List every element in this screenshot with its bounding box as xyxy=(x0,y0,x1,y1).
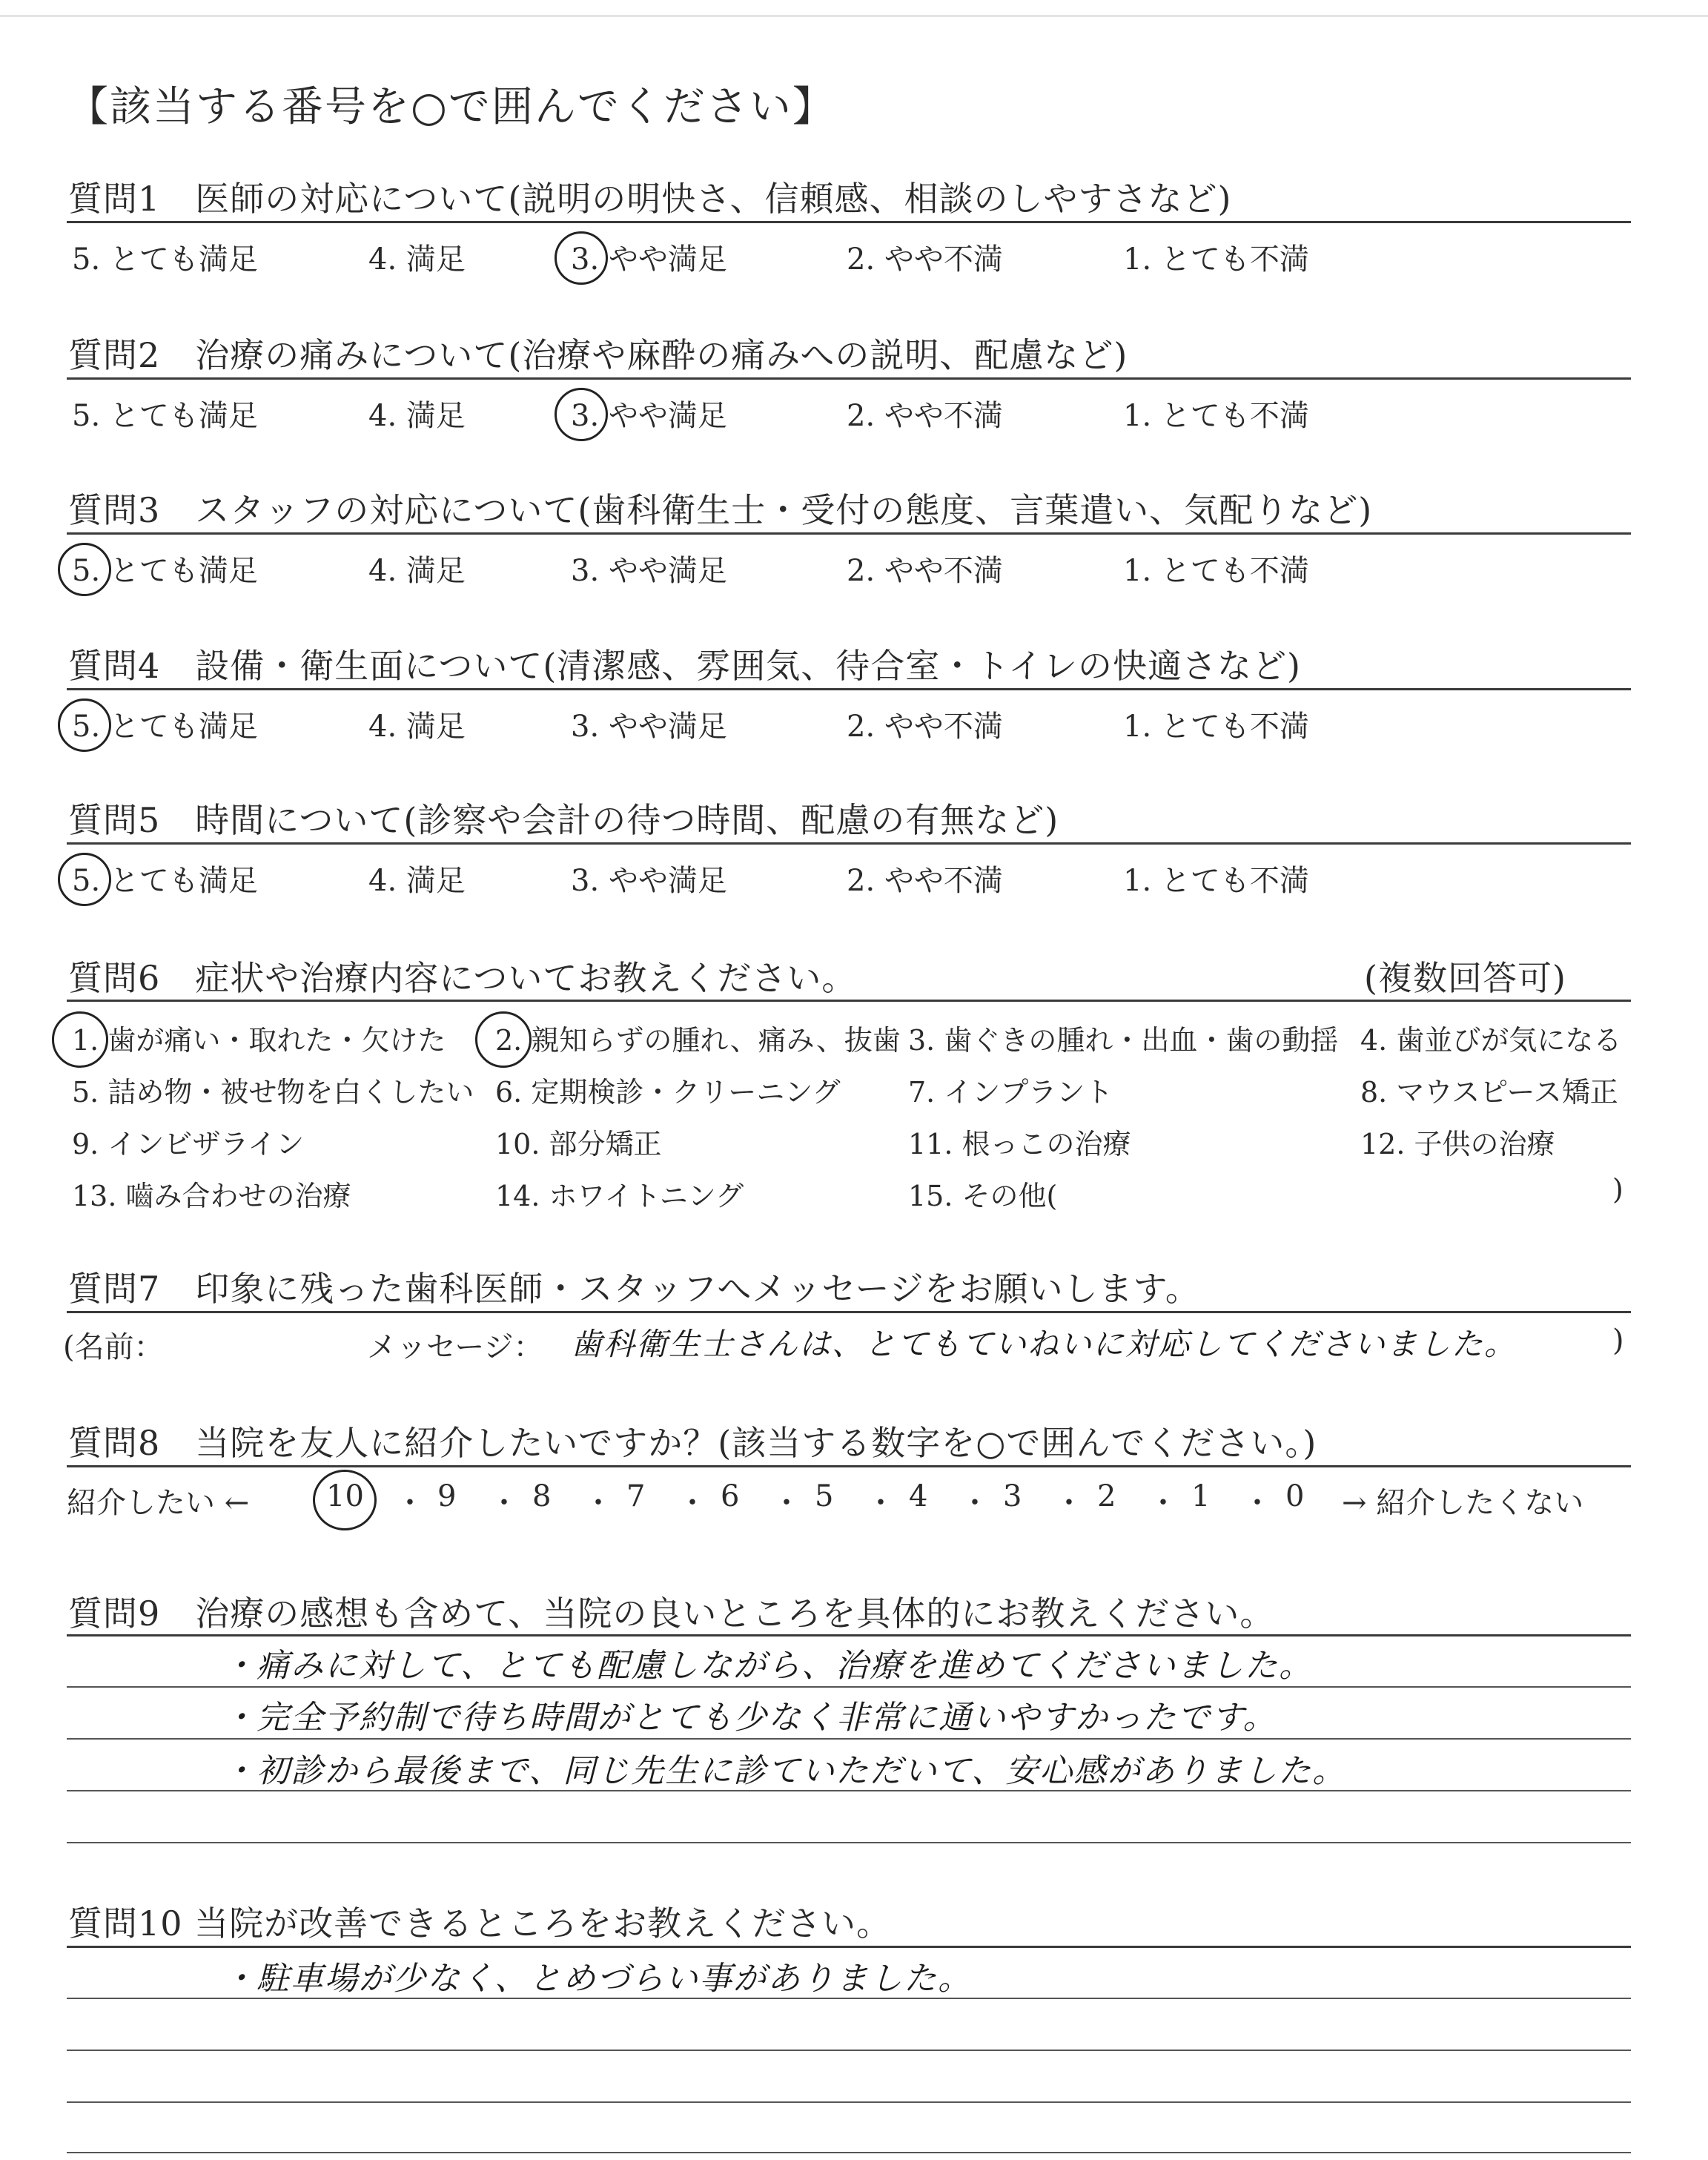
q3-option-5[interactable]: 5. とても満足 xyxy=(72,554,258,588)
q9-writing-line xyxy=(67,1790,1631,1791)
question-7-rule xyxy=(67,1311,1631,1313)
q5-option-3[interactable]: 3. やや満足 xyxy=(571,864,727,898)
question-6-title: 質問6 症状や治療内容についてお教えください。 xyxy=(68,958,857,998)
q6-selected-circle-2 xyxy=(475,1011,532,1068)
q3-option-3[interactable]: 3. やや満足 xyxy=(571,554,727,588)
question-5-title: 質問5 時間について(診察や会計の待つ時間、配慮の有無など) xyxy=(68,800,1059,840)
q6-option-14[interactable]: 14. ホワイトニング xyxy=(495,1180,744,1212)
q8-dot: ・ xyxy=(489,1486,519,1520)
q1-option-5[interactable]: 5. とても満足 xyxy=(72,242,258,277)
question-4-title: 質問4 設備・衛生面について(清潔感、雰囲気、待合室・トイレの快適さなど) xyxy=(68,646,1301,686)
q3-option-2[interactable]: 2. やや不満 xyxy=(847,554,1003,588)
q5-option-1[interactable]: 1. とても不満 xyxy=(1123,864,1309,898)
q6-option-9[interactable]: 9. インビザライン xyxy=(72,1128,305,1160)
q6-option-8[interactable]: 8. マウスピース矯正 xyxy=(1360,1076,1618,1109)
q6-option-15-close: ) xyxy=(1612,1173,1623,1206)
question-10-title: 質問10 当院が改善できるところをお教えください。 xyxy=(68,1903,892,1943)
question-2-title: 質問2 治療の痛みについて(治療や麻酔の痛みへの説明、配慮など) xyxy=(68,335,1128,375)
q6-option-3[interactable]: 3. 歯ぐきの腫れ・出血・歯の動揺 xyxy=(908,1024,1339,1057)
q7-name-label: (名前： xyxy=(63,1330,164,1364)
question-7-title: 質問7 印象に残った歯科医師・スタッフへメッセージをお願いします。 xyxy=(68,1269,1200,1309)
scan-top-edge xyxy=(0,15,1708,17)
q2-option-1[interactable]: 1. とても不満 xyxy=(1123,399,1309,433)
question-4-rule xyxy=(67,688,1631,690)
q10-answer-line-1: ・駐車場が少なく、とめづらい事がありました。 xyxy=(222,1960,973,1998)
q8-right-label: → 紹介したくない xyxy=(1342,1486,1584,1520)
q6-option-4[interactable]: 4. 歯並びが気になる xyxy=(1360,1024,1622,1057)
q8-dot: ・ xyxy=(772,1486,801,1520)
q9-answer-line-2: ・完全予約制で待ち時間がとても少なく非常に通いやすかったです。 xyxy=(222,1699,1277,1737)
q8-dot: ・ xyxy=(678,1486,707,1520)
q6-option-13[interactable]: 13. 嚙み合わせの治療 xyxy=(72,1180,351,1212)
q8-scale-1[interactable]: 1 xyxy=(1191,1479,1211,1513)
q8-scale-3[interactable]: 3 xyxy=(1003,1479,1022,1513)
q6-option-1[interactable]: 1. 歯が痛い・取れた・欠けた xyxy=(72,1024,446,1057)
q5-option-4[interactable]: 4. 満足 xyxy=(368,864,466,898)
q10-writing-line xyxy=(67,1998,1631,1999)
q6-selected-circle-1 xyxy=(52,1011,108,1068)
q10-writing-line xyxy=(67,2050,1631,2051)
question-5-rule xyxy=(67,842,1631,845)
q8-dot: ・ xyxy=(1148,1486,1178,1520)
q8-dot: ・ xyxy=(960,1486,990,1520)
q8-dot: ・ xyxy=(395,1486,425,1520)
q10-writing-line xyxy=(67,2152,1631,2153)
q4-option-1[interactable]: 1. とても不満 xyxy=(1123,710,1309,744)
q9-writing-line xyxy=(67,1686,1631,1688)
q3-option-4[interactable]: 4. 満足 xyxy=(368,554,466,588)
q3-option-1[interactable]: 1. とても不満 xyxy=(1123,554,1309,588)
q8-scale-2[interactable]: 2 xyxy=(1097,1479,1116,1513)
q8-scale-7[interactable]: 7 xyxy=(626,1479,646,1513)
form-heading: 【該当する番号を○で囲んでください】 xyxy=(67,83,835,131)
q2-selected-circle xyxy=(555,388,608,441)
q8-scale-6[interactable]: 6 xyxy=(721,1479,740,1513)
q5-option-2[interactable]: 2. やや不満 xyxy=(847,864,1003,898)
question-9-title: 質問9 治療の感想も含めて、当院の良いところを具体的にお教えください。 xyxy=(68,1593,1275,1634)
q6-option-11[interactable]: 11. 根っこの治療 xyxy=(908,1128,1131,1160)
q8-scale-4[interactable]: 4 xyxy=(909,1479,928,1513)
question-8-title: 質問8 当院を友人に紹介したいですか？(該当する数字を○で囲んでください。) xyxy=(68,1423,1317,1463)
q7-close-paren: ) xyxy=(1612,1324,1624,1358)
q6-option-10[interactable]: 10. 部分矯正 xyxy=(495,1128,662,1160)
q2-option-4[interactable]: 4. 満足 xyxy=(368,399,466,433)
question-6-rule xyxy=(67,1000,1631,1002)
q8-dot: ・ xyxy=(1054,1486,1084,1520)
question-6-note: (複数回答可) xyxy=(1364,958,1566,998)
question-9-rule xyxy=(67,1634,1631,1636)
question-1-rule xyxy=(67,221,1631,223)
question-3-title: 質問3 スタッフの対応について(歯科衛生士・受付の態度、言葉遣い、気配りなど) xyxy=(68,490,1373,530)
q7-message-handwriting: 歯科衛生士さんは、とてもていねいに対応してくださいました。 xyxy=(571,1326,1517,1362)
question-3-rule xyxy=(67,532,1631,535)
question-2-rule xyxy=(67,377,1631,380)
q8-scale-5[interactable]: 5 xyxy=(815,1479,834,1513)
q2-option-5[interactable]: 5. とても満足 xyxy=(72,399,258,433)
q6-option-2[interactable]: 2. 親知らずの腫れ、痛み、抜歯 xyxy=(495,1024,901,1057)
q8-scale-10[interactable]: 10 xyxy=(326,1479,364,1513)
q1-option-3[interactable]: 3. やや満足 xyxy=(571,242,727,277)
q1-option-1[interactable]: 1. とても不満 xyxy=(1123,242,1309,277)
q4-selected-circle xyxy=(58,698,111,752)
question-8-rule xyxy=(67,1465,1631,1467)
q8-scale-9[interactable]: 9 xyxy=(437,1479,457,1513)
q6-option-12[interactable]: 12. 子供の治療 xyxy=(1360,1128,1555,1160)
q6-option-6[interactable]: 6. 定期検診・クリーニング xyxy=(495,1076,841,1109)
q5-selected-circle xyxy=(58,853,111,906)
q8-dot: ・ xyxy=(583,1486,613,1520)
q4-option-4[interactable]: 4. 満足 xyxy=(368,710,466,744)
question-10-rule xyxy=(67,1946,1631,1948)
q1-option-4[interactable]: 4. 満足 xyxy=(368,242,466,277)
q10-writing-line xyxy=(67,2101,1631,2103)
q8-dot: ・ xyxy=(1242,1486,1272,1520)
q2-option-3[interactable]: 3. やや満足 xyxy=(571,399,727,433)
q9-answer-line-3: ・初診から最後まで、同じ先生に診ていただいて、安心感がありました。 xyxy=(222,1752,1347,1790)
q8-dot: ・ xyxy=(866,1486,896,1520)
q1-selected-circle xyxy=(555,231,608,285)
q8-selected-circle xyxy=(313,1470,377,1530)
q8-left-label: 紹介したい ← xyxy=(67,1486,250,1520)
q7-message-label: メッセージ： xyxy=(367,1330,543,1364)
q9-writing-line xyxy=(67,1842,1631,1843)
q1-option-2[interactable]: 2. やや不満 xyxy=(847,242,1003,277)
q9-writing-line xyxy=(67,1738,1631,1740)
q8-scale-0[interactable]: 0 xyxy=(1285,1479,1305,1513)
q3-selected-circle xyxy=(58,543,111,596)
question-1-title: 質問1 医師の対応について(説明の明快さ、信頼感、相談のしやすさなど) xyxy=(68,179,1232,219)
q8-scale-8[interactable]: 8 xyxy=(532,1479,552,1513)
q4-option-5[interactable]: 5. とても満足 xyxy=(72,710,258,744)
q6-option-7[interactable]: 7. インプラント xyxy=(908,1076,1113,1109)
q2-option-2[interactable]: 2. やや不満 xyxy=(847,399,1003,433)
q6-option-15[interactable]: 15. その他( xyxy=(908,1180,1058,1212)
q9-answer-line-1: ・痛みに対して、とても配慮しながら、治療を進めてくださいました。 xyxy=(222,1647,1314,1685)
q5-option-5[interactable]: 5. とても満足 xyxy=(72,864,258,898)
q4-option-2[interactable]: 2. やや不満 xyxy=(847,710,1003,744)
q6-option-5[interactable]: 5. 詰め物・被せ物を白くしたい xyxy=(72,1076,474,1109)
q4-option-3[interactable]: 3. やや満足 xyxy=(571,710,727,744)
